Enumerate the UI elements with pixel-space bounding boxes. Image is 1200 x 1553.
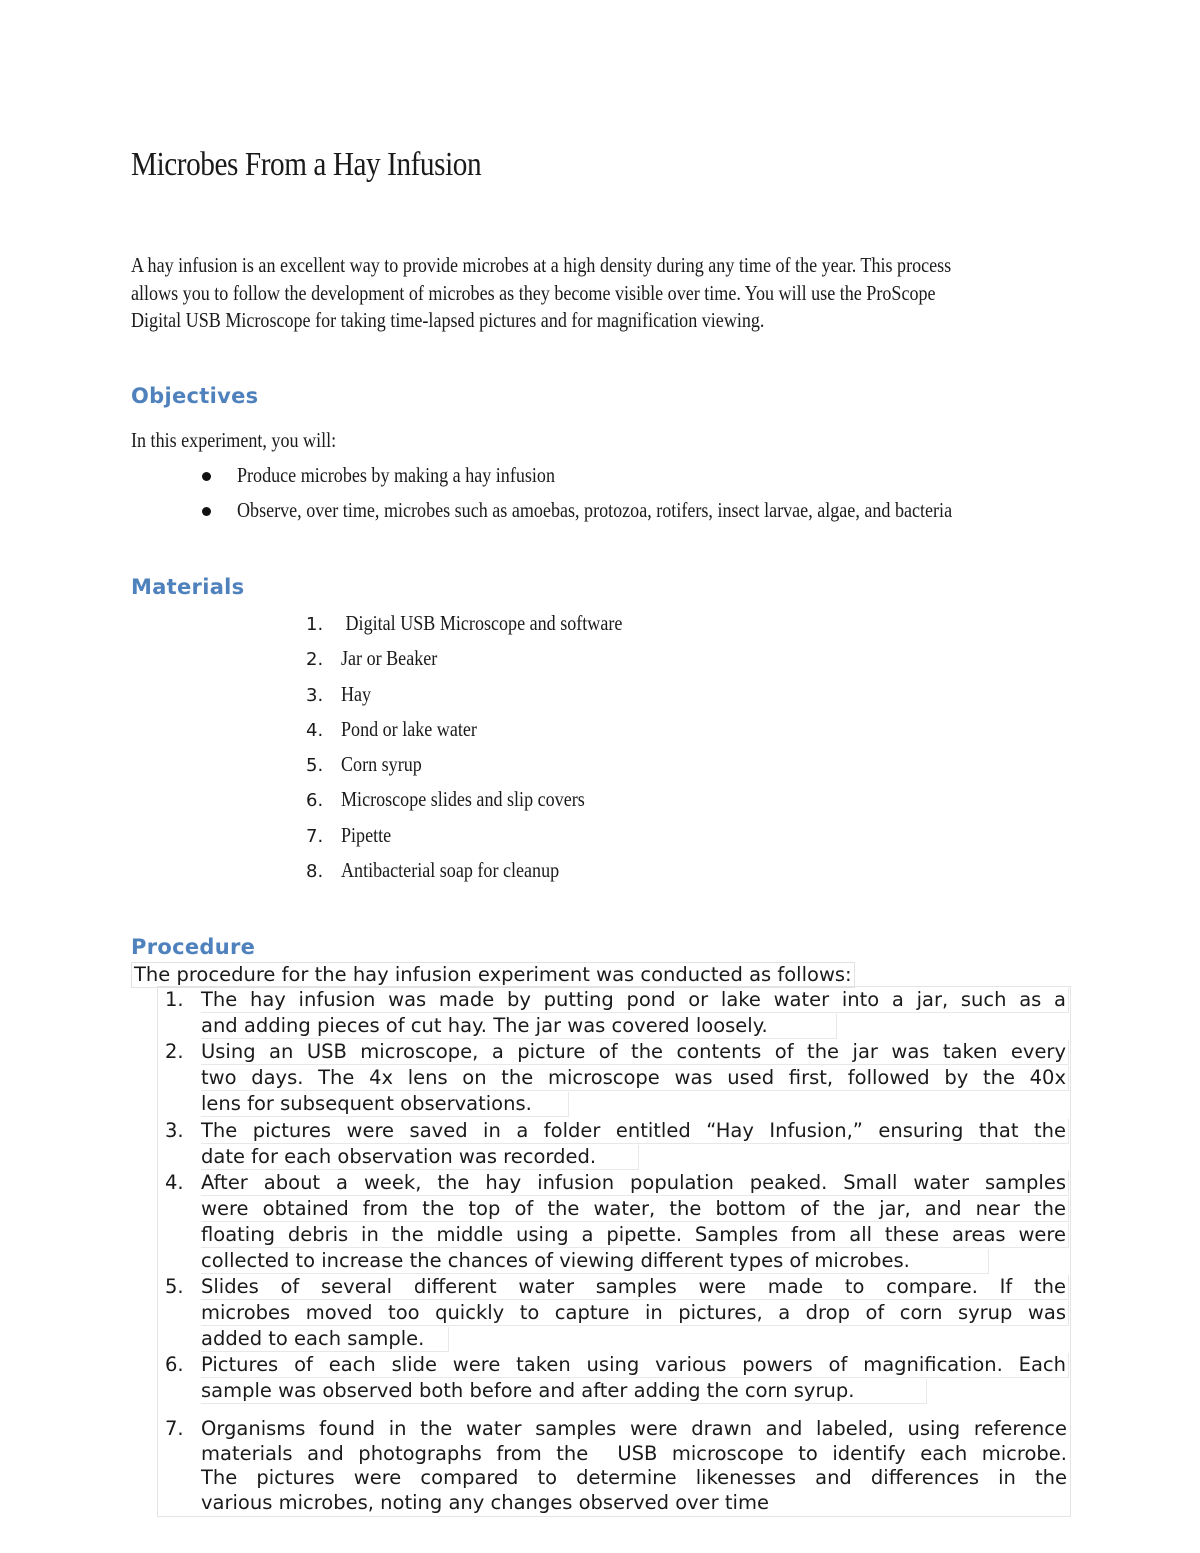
- procedure-step-number: 6.: [165, 1353, 184, 1376]
- material-number: 6.: [306, 790, 324, 811]
- material-number: 3.: [306, 685, 324, 706]
- procedure-step-line: two days. The 4x lens on the microscope was used first, followed by the 40x: [201, 1066, 1069, 1091]
- material-item: Corn syrup: [341, 752, 422, 776]
- objectives-lead: In this experiment, you will:: [131, 428, 337, 452]
- intro-paragraph: [131, 252, 1056, 335]
- procedure-step-line: Using an USB microscope, a picture of the contents of the jar was taken every: [201, 1040, 1069, 1065]
- intro-line: A hay infusion is an excellent way to provide microbes at a high density during any time of the year. This process: [131, 253, 952, 277]
- procedure-step-line: The pictures were compared to determine likenesses and differences in the: [201, 1466, 1067, 1489]
- objectives-heading: Objectives: [131, 384, 259, 408]
- procedure-step-number: 4.: [165, 1171, 184, 1194]
- procedure-step-line: The pictures were saved in a folder entitled “Hay Infusion,” ensuring that the: [201, 1119, 1069, 1144]
- procedure-step-line: Slides of several different water samples were made to compare. If the: [201, 1275, 1069, 1300]
- objective-item: Produce microbes by making a hay infusion: [237, 463, 555, 487]
- procedure-step-line: materials and photographs from the USB microscope to identify each microbe.: [201, 1442, 1067, 1465]
- material-item: Antibacterial soap for cleanup: [341, 858, 560, 882]
- materials-heading: Materials: [131, 575, 245, 599]
- material-number: 2.: [306, 649, 324, 670]
- procedure-step-line: were obtained from the top of the water, the bottom of the jar, and near the: [201, 1197, 1069, 1222]
- procedure-step-line: The hay infusion was made by putting pond or lake water into a jar, such as a: [201, 988, 1069, 1013]
- procedure-step-line: After about a week, the hay infusion population peaked. Small water samples: [201, 1171, 1069, 1196]
- material-item: Digital USB Microscope and software: [341, 611, 623, 635]
- material-item: Hay: [341, 682, 372, 706]
- procedure-step-number: 2.: [165, 1040, 184, 1063]
- material-item: Pond or lake water: [341, 717, 477, 741]
- material-number: 5.: [306, 755, 324, 776]
- procedure-step-line: microbes moved too quickly to capture in pictures, a drop of corn syrup was: [201, 1301, 1069, 1326]
- bullet-icon: [202, 472, 211, 481]
- material-item: Jar or Beaker: [341, 646, 438, 670]
- procedure-step-line: Pictures of each slide were taken using various powers of magnification. Each: [201, 1353, 1069, 1378]
- procedure-heading: Procedure: [131, 935, 256, 959]
- material-number: 4.: [306, 720, 324, 741]
- procedure-step-line: various microbes, noting any changes observed over time: [201, 1491, 769, 1514]
- procedure-intro: The procedure for the hay infusion experiment was conducted as follows:: [131, 962, 855, 988]
- document-title: Microbes From a Hay Infusion: [131, 146, 482, 183]
- objective-item: Observe, over time, microbes such as amoebas, protozoa, rotifers, insect larvae, algae, and bacteria: [237, 498, 953, 522]
- procedure-step-number: 1.: [165, 988, 184, 1011]
- material-item: Pipette: [341, 823, 392, 847]
- procedure-step-line: collected to increase the chances of viewing different types of microbes.: [201, 1249, 989, 1274]
- procedure-step-line: sample was observed both before and after adding the corn syrup.: [201, 1379, 927, 1404]
- procedure-step-line: added to each sample.: [201, 1327, 449, 1352]
- procedure-step-number: 3.: [165, 1119, 184, 1142]
- material-item: Microscope slides and slip covers: [341, 787, 585, 811]
- procedure-step-number: 7.: [165, 1417, 184, 1440]
- procedure-step-line: lens for subsequent observations.: [201, 1092, 569, 1117]
- procedure-step-line: Organisms found in the water samples were drawn and labeled, using reference: [201, 1417, 1067, 1440]
- procedure-step-line: date for each observation was recorded.: [201, 1145, 639, 1170]
- material-number: 1.: [306, 614, 324, 635]
- procedure-step-line: and adding pieces of cut hay. The jar was covered loosely.: [201, 1014, 837, 1039]
- material-number: 7.: [306, 826, 324, 847]
- procedure-step-line: floating debris in the middle using a pipette. Samples from all these areas were: [201, 1223, 1069, 1248]
- bullet-icon: [202, 507, 211, 516]
- material-number: 8.: [306, 861, 324, 882]
- intro-line: Digital USB Microscope for taking time-lapsed pictures and for magnification viewing.: [131, 308, 765, 332]
- procedure-step-number: 5.: [165, 1275, 184, 1298]
- intro-line: allows you to follow the development of microbes as they become visible over time. You will use the ProScope: [131, 280, 936, 305]
